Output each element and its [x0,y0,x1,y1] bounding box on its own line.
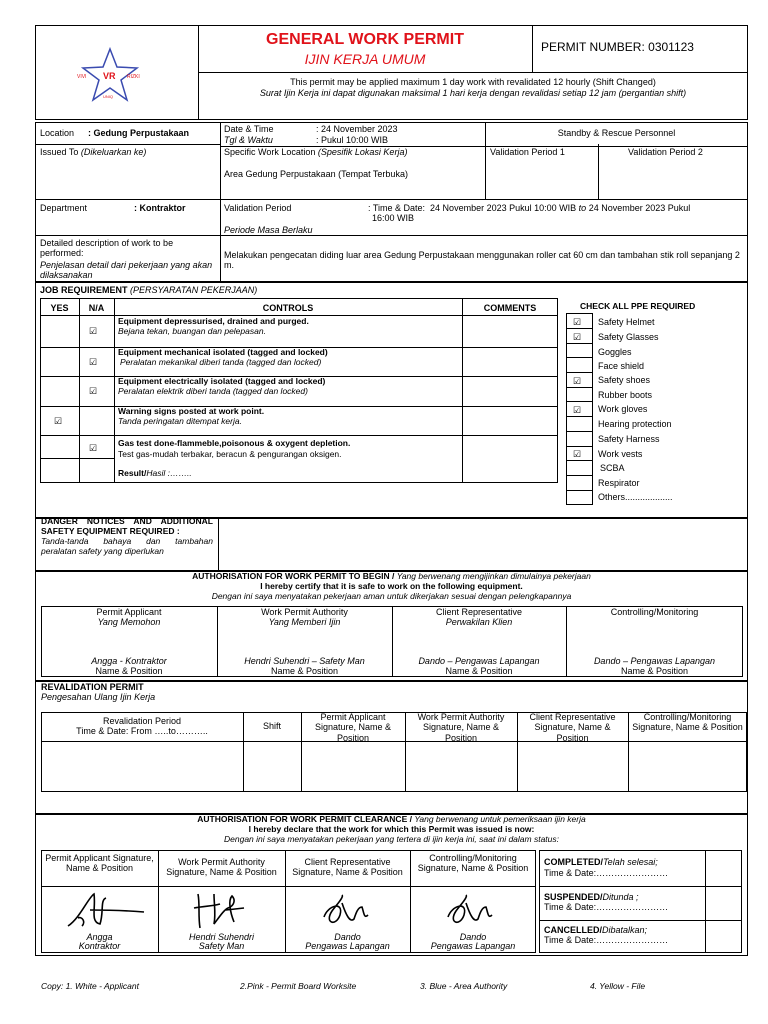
reval-period-td: Time & Date: From …..to……….. [76,726,208,736]
validation-period-value: : Time & Date: 24 November 2023 Pukul 10:00 WIB to 24 November 2023 Pukul [368,203,691,213]
auth-role: Permit Applicant [96,607,162,617]
auth-role-id: Yang Memohon [97,617,161,627]
status-suspended-td: Time & Date:…………………… [544,902,669,912]
col-yes: YES [50,303,69,313]
ppe-item: Face shield [598,361,645,371]
control-3-id: Peralatan elektrik diberi tanda (tagged dan locked) [118,386,308,396]
datetime-label-id: Tgl & Waktu [224,135,273,145]
auth-signer-name: Angga - Kontraktor [91,656,167,666]
reval-period-header: Revalidation Period [102,716,182,726]
time-value: : Pukul 10:00 WIB [316,135,389,145]
specific-location-value: Area Gedung Perpustakaan (Tempat Terbuka) [224,169,408,179]
control-1-en: Equipment depressurised, drained and purged. [118,316,309,326]
auth-role-id: Yang Memberi Ijin [268,617,341,627]
ppe-item: Safety Glasses [598,332,659,342]
auth-begin-title: AUTHORISATION FOR WORK PERMIT TO BEGIN / Yang berwenang mengijinkan dimulainya pekerjaan [192,571,591,581]
clearance-declare-id: Dengan ini saya menyatakan pekerjaan yang tertera di ijin kerja ini, saat ini dalam status: [224,834,559,844]
result-label: Result/Hasil :…….. [118,468,192,478]
ppe-item: Others................... [598,492,673,502]
clearance-signer-position: Safety Man [198,941,245,951]
validation-period-label-id: Periode Masa Berlaku [224,225,313,235]
col-comments: COMMENTS [483,303,537,313]
control-2-na-check[interactable]: ☑ [89,357,98,367]
reval-control-header: Controlling/Monitoring Signature, Name & Position [632,712,743,733]
ppe-vests-check[interactable]: ☑ [573,449,582,459]
clearance-signer-name: Dando [459,932,487,942]
auth-signer-name: Hendri Suhendri – Safety Man [244,656,365,666]
auth-name-position: Name & Position [620,666,689,676]
ppe-shoes-check[interactable]: ☑ [573,376,582,386]
clearance-head: Work Permit Authority Signature, Name & Position [166,857,277,878]
auth-role: Controlling/Monitoring [610,607,699,617]
validation-period-2: Validation Period 2 [628,147,703,157]
ppe-helmet-check[interactable]: ☑ [573,317,582,327]
clearance-head: Controlling/Monitoring Signature, Name & Position [417,853,529,874]
auth-signer-name: Dando – Pengawas Lapangan [418,656,540,666]
reval-client-header: Client Representative Signature, Name & Position [529,712,616,743]
control-4-en: Warning signs posted at work point. [118,406,265,416]
issued-to: Issued To (Dikeluarkan ke) [40,147,147,157]
control-5-en: Gas test done-flammeble,poisonous & oxygent depletion. [118,438,351,448]
control-1-id: Bejana tekan, buangan dan pelepasan. [118,326,266,336]
ppe-item: SCBA [600,463,625,473]
ppe-gloves-check[interactable]: ☑ [573,405,582,415]
col-controls: CONTROLS [262,303,314,313]
ppe-item: Work vests [598,449,643,459]
standby-personnel: Standby & Rescue Personnel [557,128,676,138]
permit-number: PERMIT NUMBER: 0301123 [541,40,694,54]
clearance-declare: I hereby declare that the work for which this Permit was issued is now: [248,824,535,834]
ppe-item: Respirator [598,478,640,488]
auth-name-position: Name & Position [445,666,513,676]
clearance-signer-name: Hendri Suhendri [188,932,255,942]
page-subtitle: IJIN KERJA UMUM [304,51,426,67]
footer-copy-3: 3. Blue - Area Authority [420,981,508,991]
control-5-id: Test gas-mudah terbakar, beracun & pengurangan oksigen. [118,449,342,459]
status-completed: COMPLETED/Telah selesai; [544,857,658,867]
description-value: Melakukan pengecatan diding luar area Gedung Perpustakaan menggunakan roller cat 60 cm dan tambahan stik roll sepanjang 2 m. [224,250,740,271]
date-value: : 24 November 2023 [316,124,398,134]
page-title: GENERAL WORK PERMIT [266,31,464,48]
auth-role: Client Representative [435,607,523,617]
control-4-yes-check[interactable]: ☑ [54,416,63,426]
clearance-signer-position: Kontraktor [78,941,121,951]
ppe-glasses-check[interactable]: ☑ [573,332,582,342]
clearance-head: Permit Applicant Signature, Name & Position [45,853,154,874]
svg-text:VIVI: VIVI [77,74,87,80]
clearance-title: AUTHORISATION FOR WORK PERMIT CLEARANCE / Yang berwenang untuk pemeriksaan ijin kerja [197,814,586,824]
ppe-item: Safety Harness [598,434,660,444]
validation-period-label: Validation Period [224,203,292,213]
status-cancelled: CANCELLED/Dibatalkan; [544,925,648,935]
status-suspended: SUSPENDED/Ditunda ; [544,892,639,902]
footer-copy-1: Copy: 1. White - Applicant [41,981,139,991]
auth-name-position: Name & Position [95,666,163,676]
signature-applicant [60,888,150,933]
clearance-signer-name: Angga [86,932,113,942]
clearance-signer-name: Dando [334,932,361,942]
control-3-en: Equipment electrically isolated (tagged and locked) [118,376,326,386]
control-1-na-check[interactable]: ☑ [89,326,98,336]
footer-copy-2: 2.Pink - Permit Board Worksite [240,981,357,991]
danger-label-id: Tanda-tanda bahaya dan tambahan peralatan safety yang diperlukan [41,536,213,556]
signature-authority [190,888,250,933]
ppe-item: Hearing protection [598,419,672,429]
control-3-na-check[interactable]: ☑ [89,386,98,396]
validation-period-value-end: 16:00 WIB [372,213,415,223]
ppe-item: Safety shoes [598,375,651,385]
clearance-head: Client Representative Signature, Name & Position [292,857,403,878]
signature-control [442,893,497,933]
clearance-signer-position: Pengawas Lapangan [430,941,516,951]
datetime-label: Date & Time [224,124,274,134]
ppe-item: Safety Helmet [598,317,655,327]
permit-note-id: Surat Ijin Kerja ini dapat digunakan maksimal 1 hari kerja dengan revalidasi setiap 12 jam (pergantian shift) [259,88,687,98]
ppe-item: Goggles [598,347,632,357]
svg-text:VR: VR [103,71,116,81]
status-cancelled-td: Time & Date:…………………… [544,935,669,945]
status-completed-td: Time & Date:…………………… [544,868,669,878]
control-5-na-check[interactable]: ☑ [89,443,98,453]
location-label: Location [40,128,75,138]
control-4-id: Tanda peringatan ditempat kerja. [118,416,242,426]
svg-text:RIZKI: RIZKI [127,74,140,80]
description-label: Detailed description of work to be performed: [40,238,174,259]
description-label-id: Penjelasan detail dari pekerjaan yang akan dilaksanakan [40,260,213,281]
danger-label: DANGER NOTICES AND ADDITIONAL SAFETY EQUIPMENT REQUIRED : [41,516,213,536]
permit-note: This permit may be applied maximum 1 day work with revalidated 12 hourly (Shift Changed) [290,77,656,87]
ppe-item: Work gloves [598,404,648,414]
reval-shift-header: Shift [262,721,281,731]
reval-authority-header: Work Permit Authority Signature, Name & Position [417,712,505,743]
clearance-signer-position: Pengawas Lapangan [305,941,390,951]
job-requirement-title: JOB REQUIREMENT (PERSYARATAN PEKERJAAN) [40,285,258,295]
col-na: N/A [88,303,105,313]
control-2-en: Equipment mechanical isolated (tagged and locked) [118,347,328,357]
auth-begin-cert-id: Dengan ini saya menyatakan pekerjaan aman untuk dikerjakan sesuai dengan pelengkapannya [211,591,572,601]
ppe-item: Rubber boots [598,390,653,400]
auth-role: Work Permit Authority [261,607,348,617]
department-value: : Kontraktor [134,203,186,213]
company-logo [75,45,145,105]
svg-text:UNIQ: UNIQ [103,94,113,99]
auth-name-position: Name & Position [270,666,339,676]
specific-location-label: Specific Work Location (Spesifik Lokasi Kerja) [224,147,408,157]
reval-applicant-header: Permit Applicant Signature, Name & Position [314,712,392,743]
revalidation-title: REVALIDATION PERMIT [41,682,144,692]
auth-begin-cert: I hereby certify that it is safe to work on the following equipment. [260,581,523,591]
department-label: Department [40,203,88,213]
revalidation-title-id: Pengesahan Ulang Ijin Kerja [41,692,156,702]
ppe-title: CHECK ALL PPE REQUIRED [580,301,696,311]
validation-period-1: Validation Period 1 [490,147,565,157]
control-2-id: Peralatan mekanikal diberi tanda (tagged dan locked) [120,357,322,367]
signature-client [318,893,373,933]
location-value: : Gedung Perpustakaan [88,128,190,138]
auth-role-id: Perwakilan Klien [445,617,513,627]
footer-copy-4: 4. Yellow - File [590,981,646,991]
auth-signer-name: Dando – Pengawas Lapangan [593,656,716,666]
